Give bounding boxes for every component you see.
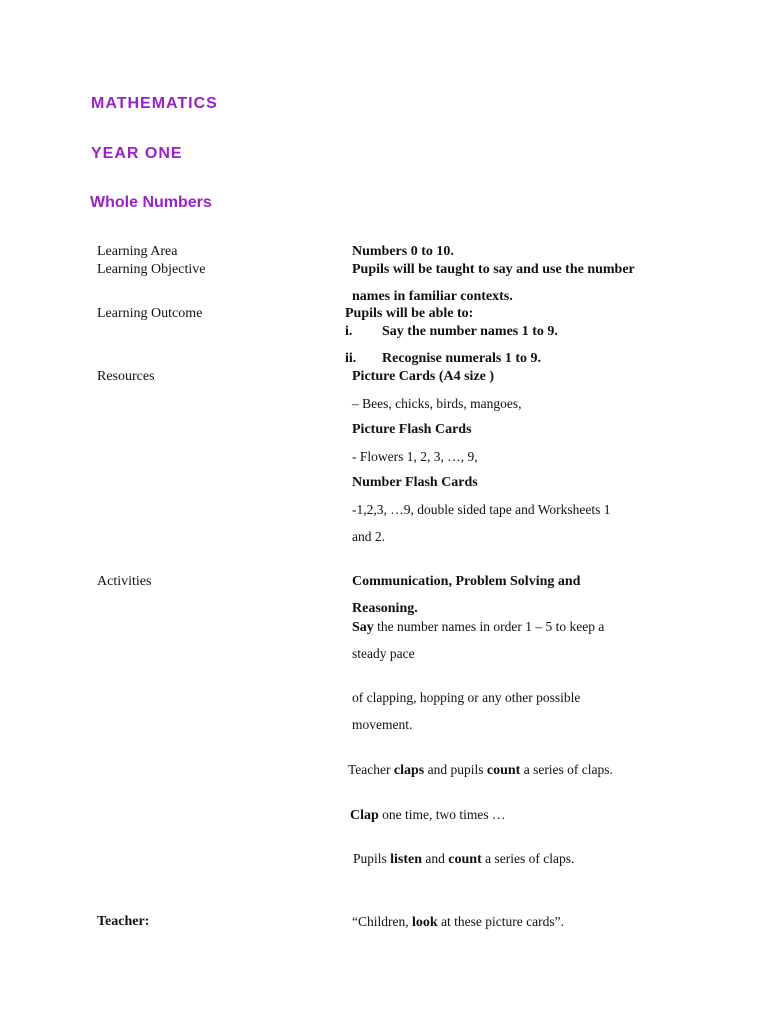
- teacher-claps-line: [348, 762, 613, 779]
- text: one time, two times …: [378, 807, 506, 822]
- say-instruction: [352, 619, 604, 636]
- subject-heading: MATHEMATICS: [91, 95, 218, 112]
- activities-title-line-2: Reasoning.: [352, 601, 418, 616]
- pupils-listen-line: [353, 851, 574, 868]
- text: Pupils: [353, 851, 391, 866]
- topic-heading: Whole Numbers: [90, 194, 212, 211]
- learning-objective-line-1: Pupils will be taught to say and use the number: [352, 262, 635, 277]
- say-keyword: Say: [352, 620, 374, 635]
- text: a series of claps.: [520, 762, 613, 777]
- text: “Children,: [352, 914, 412, 929]
- learning-objective-label: Learning Objective: [97, 262, 206, 277]
- bold-text: count: [486, 763, 521, 778]
- teacher-quote: [352, 914, 564, 931]
- bold-text: listen: [390, 852, 423, 867]
- learning-objective-line-2: names in familiar contexts.: [352, 289, 513, 304]
- learning-outcome-label: Learning Outcome: [97, 306, 203, 321]
- learning-outcome-item: [345, 351, 541, 367]
- flash-cards-title: Picture Flash Cards: [352, 422, 472, 437]
- item-text: Say the number names 1 to 9.: [382, 324, 558, 339]
- item-number: ii.: [345, 351, 357, 366]
- number-cards-title: Number Flash Cards: [352, 475, 478, 490]
- clap-times-line: [350, 807, 506, 824]
- bold-text: claps: [393, 763, 425, 778]
- learning-area-value: Numbers 0 to 10.: [352, 244, 454, 259]
- number-cards-items-line-1: -1,2,3, …9, double sided tape and Worksheets 1: [352, 502, 611, 517]
- learning-outcome-intro: Pupils will be able to:: [345, 306, 474, 321]
- year-heading: YEAR ONE: [91, 145, 183, 162]
- learning-outcome-item: [345, 324, 558, 340]
- teacher-label: Teacher:: [97, 914, 150, 929]
- picture-cards-title: Picture Cards (A4 size ): [352, 369, 495, 384]
- flash-cards-items: - Flowers 1, 2, 3, …, 9,: [352, 449, 478, 464]
- bold-text: look: [412, 915, 438, 930]
- resources-label: Resources: [97, 369, 155, 384]
- learning-area-label: Learning Area: [97, 244, 178, 259]
- text: at these picture cards”.: [437, 914, 564, 929]
- clapping-line-1: of clapping, hopping or any other possible: [352, 690, 581, 705]
- say-text: the number names in order 1 – 5 to keep a: [373, 619, 605, 634]
- item-text: Recognise numerals 1 to 9.: [382, 351, 542, 366]
- bold-text: count: [448, 852, 482, 867]
- activities-title-line-1: Communication, Problem Solving and: [352, 574, 581, 589]
- item-number: i.: [345, 324, 353, 339]
- clapping-line-2: movement.: [352, 717, 413, 732]
- say-instruction-cont: steady pace: [352, 646, 415, 661]
- text: a series of claps.: [481, 851, 575, 866]
- text: and: [422, 851, 449, 866]
- picture-cards-items: – Bees, chicks, birds, mangoes,: [352, 396, 522, 411]
- number-cards-items-line-2: and 2.: [352, 529, 385, 544]
- activities-label: Activities: [97, 574, 152, 589]
- text: Teacher: [348, 762, 394, 777]
- bold-text: Clap: [350, 808, 379, 823]
- text: and pupils: [424, 762, 487, 777]
